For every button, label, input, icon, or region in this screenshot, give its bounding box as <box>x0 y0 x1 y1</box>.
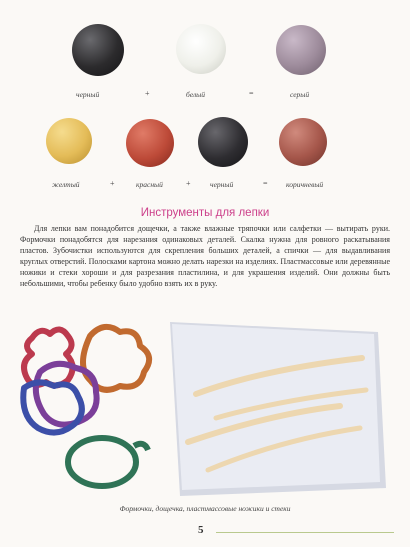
equals-sign-2: = <box>263 179 268 188</box>
plus-sign-2: + <box>110 179 115 188</box>
label-black: черный <box>76 90 100 99</box>
brown-plasticine-ball <box>279 118 327 166</box>
green-turtle-mold <box>68 438 136 486</box>
label-grey: серый <box>290 90 310 99</box>
section-title: Инструменты для лепки <box>140 207 270 219</box>
page-number: 5 <box>198 524 204 536</box>
plastic-molds <box>23 327 149 486</box>
modeling-board <box>170 322 386 496</box>
yellow-plasticine-ball <box>46 118 92 164</box>
plus-sign-3: + <box>186 179 191 188</box>
label-black-2: черный <box>210 180 234 189</box>
white-plasticine-ball <box>176 24 226 74</box>
label-red: красный <box>136 180 163 189</box>
black-plasticine-ball-2 <box>198 117 248 167</box>
equals-sign: = <box>249 89 254 98</box>
label-yellow: желтый <box>52 180 80 189</box>
red-plasticine-ball <box>126 119 174 167</box>
label-white: белый <box>186 90 206 99</box>
grey-plasticine-ball <box>276 25 326 75</box>
red-bear-mold <box>24 329 73 385</box>
footer-rule <box>216 532 394 533</box>
label-brown: коричневый <box>286 180 324 189</box>
section-paragraph: Для лепки вам понадобится дощечки, а также влажные тряпочки или салфетки — вытирать руки. Формочки понадобятся для нарезания одинаковых деталей. Скалка нужна для ровного раскатывания пластов. Зубочистки используются для скрепления больших деталей, а спички — для выдавливания круглых отверстий. Полосками картона можно делать нарезки на изделиях. Пластмассовые или деревянные ножики и стеки хороши и для разрезания пластилина, и для украшения изделий. Они должны быть небольшими, чтобы ребенку было удобно взять их в руку. <box>20 224 390 289</box>
purple-mold <box>36 364 97 425</box>
tools-photo <box>10 310 390 500</box>
plus-sign: + <box>145 89 150 98</box>
photo-caption: Формочки, дощечка, пластмассовые ножики и стеки <box>119 504 291 513</box>
black-plasticine-ball <box>72 24 124 76</box>
